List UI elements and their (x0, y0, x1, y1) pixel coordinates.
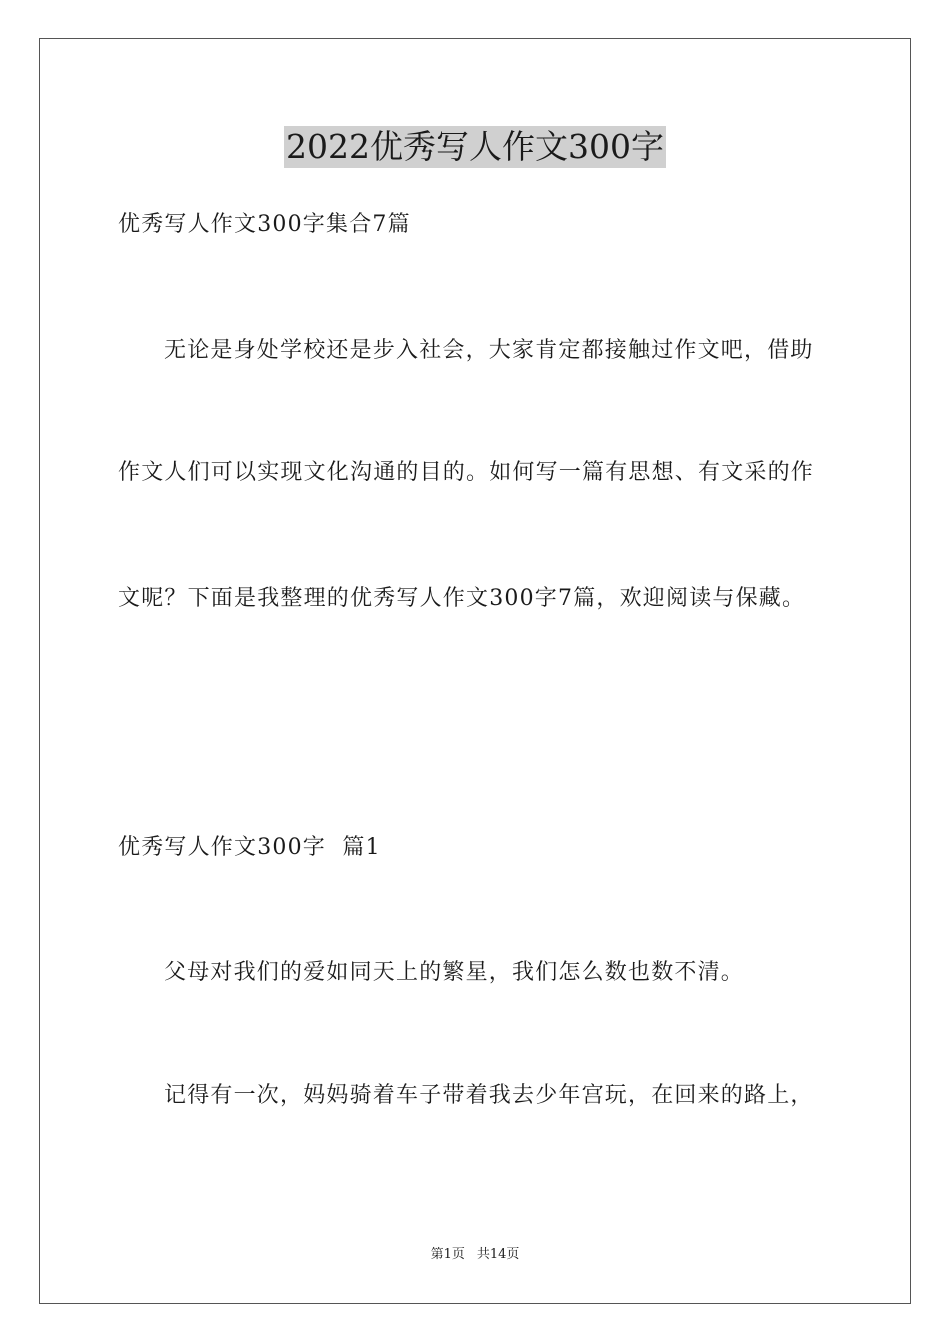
page-number: 第1页 (430, 1247, 465, 1262)
intro-line-2: 作文人们可以实现文化沟通的目的。如何写一篇有思想、有文采的作 (118, 460, 815, 485)
page-total: 共14页 (476, 1247, 520, 1262)
intro-line-3: 文呢？下面是我整理的优秀写人作文300字7篇，欢迎阅读与保藏。 (118, 586, 806, 611)
section-heading: 优秀写人作文300字 篇1 (118, 835, 381, 860)
intro-line-1: 无论是身处学校还是步入社会，大家肯定都接触过作文吧，借助 (164, 338, 814, 363)
title-container (0, 126, 950, 168)
document-title: 2022优秀写人作文300字 (286, 127, 664, 166)
paragraph-2: 记得有一次，妈妈骑着车子带着我去少年宫玩，在回来的路上， (164, 1083, 814, 1108)
document-subtitle: 优秀写人作文300字集合7篇 (118, 212, 411, 237)
paragraph-1: 父母对我们的爱如同天上的繁星，我们怎么数也数不清。 (164, 960, 745, 985)
page-footer (0, 1246, 950, 1264)
